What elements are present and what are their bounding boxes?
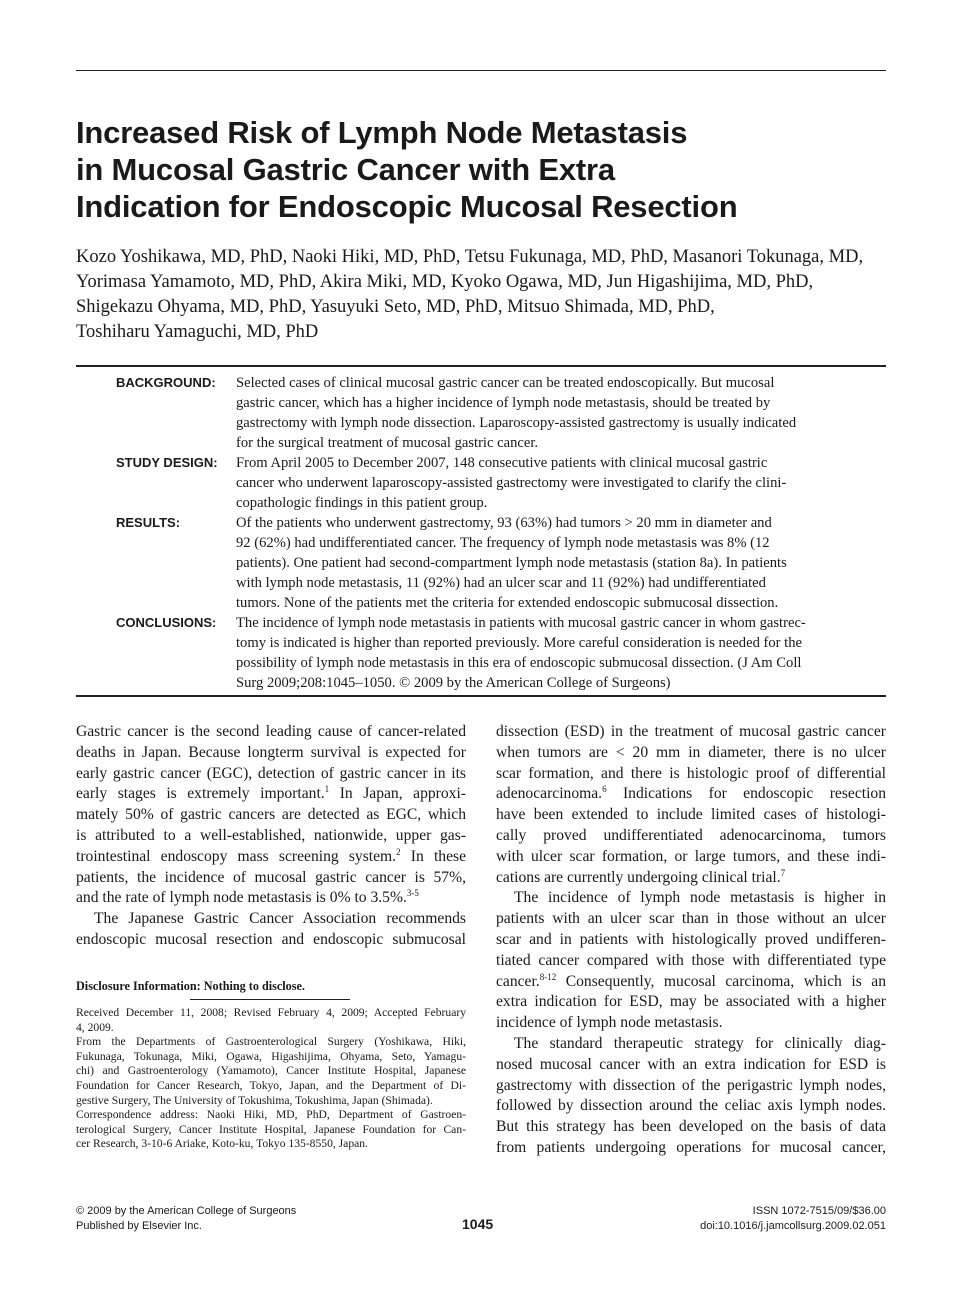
body-text: cations are currently undergoing clinical trial. xyxy=(496,868,781,886)
author-line: Shigekazu Ohyama, MD, PhD, Yasuyuki Seto, MD, PhD, Mitsuo Shimada, MD, PhD, xyxy=(76,297,715,317)
citation[interactable]: 3-5 xyxy=(406,888,419,899)
abstract-text xyxy=(236,373,837,453)
note-line: 4, 2009. xyxy=(76,1020,114,1034)
abstract-label: STUDY DESIGN: xyxy=(116,455,218,470)
body-text: In these xyxy=(400,847,466,865)
body-line: cally proved undifferentiated adenocarcinoma, tumors xyxy=(496,826,886,844)
body-line: patients with an ulcer scar than in those without an ulcer xyxy=(496,910,886,928)
abstract-line: The incidence of lymph node metastasis in patients with mucosal gastric cancer in whom gastrec- xyxy=(236,615,806,631)
article-title xyxy=(76,114,866,225)
abstract-line: Selected cases of clinical mucosal gastric cancer can be treated endoscopically. But mucosal xyxy=(236,375,775,391)
abstract-line: tumors. None of the patients met the criteria for extended endoscopic submucosal dissection. xyxy=(236,595,779,611)
body-line: The Japanese Gastric Cancer Association recommends xyxy=(94,910,466,928)
abstract-line: cancer who underwent laparoscopy-assisted gastrectomy were investigated to clarify the clini- xyxy=(236,475,787,491)
note-line: Received December 11, 2008; Revised February 4, 2009; Accepted February xyxy=(76,1006,466,1019)
abstract-line: with lymph node metastasis, 11 (92%) had an ulcer scar and 11 (92%) had undifferentiated xyxy=(236,575,766,591)
body-line: The standard therapeutic strategy for clinically diag- xyxy=(514,1034,886,1052)
body-line: dissection (ESD) in the treatment of mucosal gastric cancer xyxy=(496,723,886,740)
footnote-rule xyxy=(190,999,350,1000)
footer-copyright xyxy=(76,1204,296,1234)
body-line: gastrectomy with dissection of the perigastric lymph nodes, xyxy=(496,1076,886,1094)
author-line: Toshiharu Yamaguchi, MD, PhD xyxy=(76,322,319,342)
body-line: is attributed to a well-established, nationwide, upper gas- xyxy=(76,826,466,844)
abstract-line: tomy is indicated is higher than reported previously. More careful consideration is needed for the xyxy=(236,635,803,651)
page-number: 1045 xyxy=(462,1216,494,1232)
citation[interactable]: 2 xyxy=(396,846,401,857)
abstract-text xyxy=(236,453,837,513)
body-line: mately 50% of gastric cancers are detected as EGC, which xyxy=(76,806,466,824)
abstract-line: Surg 2009;208:1045–1050. © 2009 by the American College of Surgeons) xyxy=(236,675,671,691)
body-line xyxy=(496,972,886,993)
citation[interactable]: 6 xyxy=(602,784,607,795)
article-notes xyxy=(76,1006,466,1152)
body-line xyxy=(496,868,886,889)
citation[interactable]: 7 xyxy=(780,867,786,878)
abstract-label: BACKGROUND: xyxy=(116,375,216,390)
body-line: patients, the incidence of mucosal gastric cancer is 57%, xyxy=(76,868,466,886)
citation[interactable]: 8-12 xyxy=(539,971,557,982)
note-line: Correspondence address: Naoki Hiki, MD, PhD, Department of Gastroen- xyxy=(76,1108,466,1122)
body-line: scar formation, and there is histologic proof of differential xyxy=(496,764,886,782)
title-line: Indication for Endoscopic Mucosal Resection xyxy=(76,189,738,224)
abstract-text xyxy=(236,613,837,693)
abstract-line: copathologic findings in this patient group. xyxy=(236,495,488,511)
body-line: Gastric cancer is the second leading cause of cancer-related xyxy=(76,723,466,740)
author-line: Yorimasa Yamamoto, MD, PhD, Akira Miki, MD, Kyoko Ogawa, MD, Jun Higashijima, MD, PhD, xyxy=(76,272,814,292)
body-line: followed by dissection around the celiac axis lymph nodes. xyxy=(496,1097,886,1115)
title-line: in Mucosal Gastric Cancer with Extra xyxy=(76,152,615,187)
body-line: tiated cancer compared with those with differentiated type xyxy=(496,951,886,969)
abstract-label: RESULTS: xyxy=(116,515,181,530)
abstract-line: gastrectomy with lymph node dissection. Laparoscopy-assisted gastrectomy is usually indicated xyxy=(236,415,797,431)
abstract-line: patients). One patient had second-compartment lymph node metastasis (station 8a). In patients xyxy=(236,555,787,571)
abstract-text xyxy=(236,513,837,613)
issn: ISSN 1072-7515/09/$36.00 xyxy=(752,1205,886,1217)
body-line: incidence of lymph node metastasis. xyxy=(496,1014,723,1032)
body-column-right xyxy=(496,722,886,1159)
body-line: early gastric cancer (EGC), detection of gastric cancer in its xyxy=(76,764,466,782)
author-list xyxy=(76,245,886,345)
body-text: adenocarcinoma. xyxy=(496,785,603,803)
body-line xyxy=(76,888,466,909)
abstract-line: possibility of lymph node metastasis in this era of endoscopic submucosal dissection. (J Am Coll xyxy=(236,655,802,671)
body-column-left xyxy=(76,722,466,951)
body-line: extra indication for ESD, may be associated with a higher xyxy=(496,993,886,1011)
body-text: early stages is extremely important. xyxy=(76,785,325,803)
body-line: with ulcer scar formation, or large tumors, and these indi- xyxy=(496,847,886,865)
body-line: from patients undergoing operations for mucosal cancer, xyxy=(496,1138,886,1156)
body-line: scar and in patients with histologically proved undifferen- xyxy=(496,930,886,948)
note-line: terological Surgery, Cancer Institute Hospital, Japanese Foundation for Can- xyxy=(76,1122,466,1136)
abstract-label: CONCLUSIONS: xyxy=(116,615,217,630)
note-line: gestive Surgery, The University of Tokushima, Tokushima, Japan (Shimada). xyxy=(76,1093,433,1107)
author-line: Kozo Yoshikawa, MD, PhD, Naoki Hiki, MD, PhD, Tetsu Fukunaga, MD, PhD, Masanori Tokunaga, MD, xyxy=(76,247,864,267)
body-line: endoscopic mucosal resection and endoscopic submucosal xyxy=(76,930,466,948)
note-line: From the Departments of Gastroenterological Surgery (Yoshikawa, Hiki, xyxy=(76,1035,466,1049)
footer-identifiers xyxy=(700,1204,886,1234)
body-line: nosed mucosal cancer with an extra indication for ESD is xyxy=(496,1055,886,1073)
abstract-line: 92 (62%) had undifferentiated cancer. The frequency of lymph node metastasis was 8% (12 xyxy=(236,535,770,551)
body-text: and the rate of lymph node metastasis is 0% to 3.5%. xyxy=(76,889,407,907)
abstract-line: gastric cancer, which has a higher incidence of lymph node metastasis, should be treated by xyxy=(236,395,771,411)
body-text: In Japan, approxi- xyxy=(329,785,466,803)
body-line: deaths in Japan. Because longterm survival is expected for xyxy=(76,743,466,761)
body-line xyxy=(76,784,466,805)
body-line xyxy=(496,784,886,805)
footer-text: Published by Elsevier Inc. xyxy=(76,1220,202,1232)
abstract-line: for the surgical treatment of mucosal gastric cancer. xyxy=(236,435,539,451)
note-line: cer Research, 3-10-6 Ariake, Koto-ku, Tokyo 135-8550, Japan. xyxy=(76,1137,368,1151)
note-line: Fukunaga, Tokunaga, Miki, Ogawa, Higashijima, Ohyama, Seto, Yamagu- xyxy=(76,1049,466,1063)
abstract-line: Of the patients who underwent gastrectomy, 93 (63%) had tumors > 20 mm in diameter and xyxy=(236,515,772,531)
footer-text: © 2009 by the American College of Surgeons xyxy=(76,1205,297,1217)
note-line: chi) and Gastroenterology (Yamamoto), Cancer Institute Hospital, Japanese xyxy=(76,1064,466,1078)
top-rule xyxy=(76,70,886,71)
body-line: when tumors are < 20 mm in diameter, there is no ulcer xyxy=(496,743,886,761)
body-line: have been extended to include limited cases of histologi- xyxy=(496,806,886,824)
disclosure-statement: Disclosure Information: Nothing to disclose. xyxy=(76,979,305,993)
abstract-box xyxy=(76,365,886,697)
body-text: trointestinal endoscopy mass screening system. xyxy=(76,847,397,865)
doi-link[interactable]: doi:10.1016/j.jamcollsurg.2009.02.051 xyxy=(700,1220,886,1232)
title-line: Increased Risk of Lymph Node Metastasis xyxy=(76,115,688,150)
body-text: Consequently, mucosal carcinoma, which is an xyxy=(556,972,886,990)
body-line xyxy=(76,847,466,868)
body-text: Indications for endoscopic resection xyxy=(606,785,886,803)
body-line: But this strategy has been developed on the basis of data xyxy=(496,1118,886,1136)
body-text: cancer. xyxy=(496,972,540,990)
note-line: Foundation for Cancer Research, Tokyo, Japan, and the Department of Di- xyxy=(76,1078,466,1092)
citation[interactable]: 1 xyxy=(324,784,330,795)
abstract-line: From April 2005 to December 2007, 148 consecutive patients with clinical mucosal gastric xyxy=(236,455,768,471)
body-line: The incidence of lymph node metastasis is higher in xyxy=(514,889,886,907)
